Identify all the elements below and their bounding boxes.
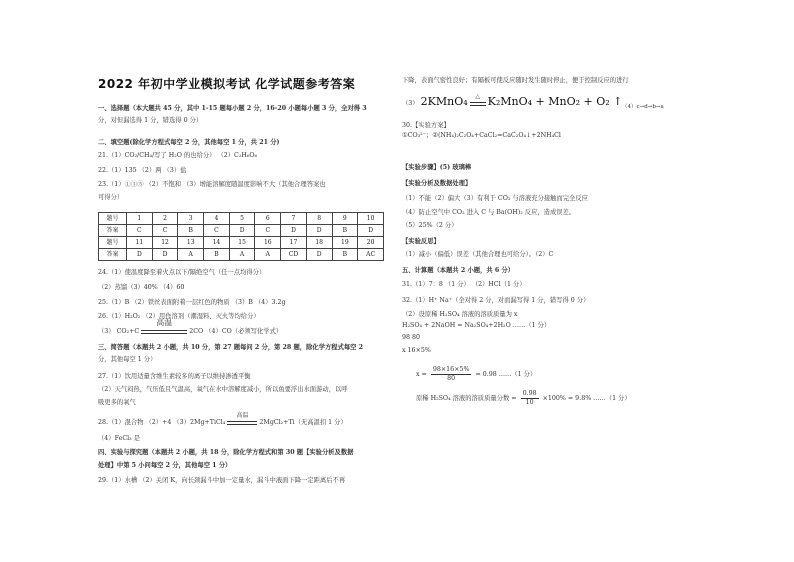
answer-30-analysis-4: （4）防止空气中 CO₂ 进入 C 与 Ba(OH)₂ 反应，造成误差。 [402, 209, 576, 216]
page-title: 2022 年初中学业模拟考试 化学试题参考答案 [98, 77, 356, 91]
section-1-heading: 一、选择题（本大题共 45 分，其中 1-15 题每小题 2 分，16-20 小题每小题 3 分，全对得 3 [98, 105, 367, 112]
answer-25: 25.（1）B （2）铁丝表面附着一层红色的物质 （3）B （4）3.2g [98, 299, 286, 306]
double-equals-sign [141, 330, 187, 334]
table-cell: B [332, 249, 358, 261]
double-equals-sign [470, 102, 486, 106]
fraction-numerator: 0.98 [522, 390, 537, 397]
table-cell: A [229, 249, 255, 261]
table-cell: 12 [152, 237, 178, 249]
answer-21: 21.（1）CO₂/CH₄/写了 H₂O 的也给分） （2）C₂H₆O₆ [98, 152, 258, 159]
solve-lhs: x = [416, 371, 427, 378]
table-cell: D [127, 249, 153, 261]
table-cell: 16 [255, 237, 281, 249]
answer-24: 24.（1）使温度降至着火点以下/隔绝空气（任一点均得分） [98, 269, 266, 276]
table-cell: 题号 [99, 213, 127, 225]
section-3-heading: 三、简答题（本题共 2 小题，共 10 分，第 27 题每问 2 分，第 28 题，除化学方程式每空 2 [98, 344, 364, 351]
result-rhs: ×100% = 9.8% ……（1 分） [542, 395, 631, 402]
answer-23: 23.（1）①③⑤ （2）不饱和 （3）增能溶解度随温度影响不大（其他合理答案也 [98, 181, 326, 188]
answer-32-solve [416, 366, 536, 383]
answer-29: 29.（1）水槽 （2）关闭 K，向长颈漏斗中加一定量水，漏斗中液面下降一定距离后不再 [98, 477, 346, 484]
table-cell: D [229, 225, 255, 237]
fraction-numerator: 98×16×5% [432, 366, 470, 373]
reaction-condition [470, 93, 486, 108]
answer-22: 22.（1）135 （2）两 （3）盐 [98, 167, 187, 174]
answer-30-analysis-heading: 【实验分析及数据处理】 [402, 180, 472, 187]
table-cell: D [306, 225, 332, 237]
table-cell: 答案 [99, 225, 127, 237]
fraction [431, 366, 472, 383]
fraction-denominator: 10 [525, 399, 534, 406]
answer-30-heading: 30.【实验方案】 [402, 122, 450, 129]
table-cell: 3 [178, 213, 204, 225]
answer-32-result [416, 390, 631, 407]
double-equals-sign [227, 421, 257, 425]
section-1-note: 分，对但漏选得 1 分，错选得 0 分） [98, 117, 203, 124]
section-4-note: 处理】中第 5 小问每空 2 分，其他每空 1 分） [98, 462, 232, 469]
equation-lhs: （3） CO₂+C [98, 328, 140, 335]
answer-26-equation [98, 318, 283, 336]
answer-32-quantities: x 16×5% [402, 347, 431, 354]
table-cell: CD [281, 249, 307, 261]
reaction-condition [227, 412, 257, 427]
table-cell: D [358, 225, 384, 237]
table-cell: 2 [152, 213, 178, 225]
reaction-condition [141, 318, 187, 336]
table-cell: 题号 [99, 237, 127, 249]
table-cell: 19 [332, 237, 358, 249]
fraction [521, 390, 539, 407]
answer-31: 31.（1）7：8 （1 分） （2）HCl（1 分） [402, 281, 526, 288]
table-cell: 7 [281, 213, 307, 225]
table-cell: 13 [178, 237, 204, 249]
equation-rhs: 2MgCl₂+Ti（无高温扣 1 分） [259, 419, 347, 426]
answer-26: 26.（1）H₂O₂ （2）用作溶剂（潮湿料、灭火等均给分） [98, 313, 260, 320]
table-cell: 9 [332, 213, 358, 225]
table-cell: 15 [229, 237, 255, 249]
answer-29-cont: 下降，表面气密性良好；有隔板可使反应随时发生随时停止，便于控制反应的进行 [402, 77, 629, 84]
table-cell: C [127, 225, 153, 237]
table-cell: B [178, 225, 204, 237]
table-cell: C [255, 225, 281, 237]
answer-29-order: （4）c→d→b→a [622, 104, 664, 110]
table-row [99, 249, 384, 261]
answer-32-setup: （2）设原稀 H₂SO₄ 溶液的溶质质量为 x [402, 311, 518, 318]
answer-27-cont: （2）天气闷热，气压低且气温高，氧气在水中溶解度减小，所以鱼要浮出水面游动，以呼 [98, 386, 348, 393]
table-cell: 5 [229, 213, 255, 225]
equation-rhs: 2CO （4）CO（必须写化学式） [189, 328, 283, 335]
answer-32-masses: 98 80 [402, 334, 421, 341]
equation-rhs: K₂MnO₄ + MnO₂ + O₂ ↑ [487, 95, 623, 108]
section-5-heading: 五、计算题（本题共 2 小题，共 6 分） [402, 267, 514, 274]
solve-rhs: = 0.98 ……（1 分） [475, 371, 537, 378]
answer-32-equation: H₂SO₄ + 2NaOH = Na₂SO₄+2H₂O ……（1 分） [402, 322, 551, 329]
table-cell: D [281, 225, 307, 237]
answer-24-cont: （2）蒸馏（3）40% （4）60 [98, 284, 185, 291]
answer-27: 27.（1）饮用适量含维生素较多的离子以维持渗透平衡 [98, 373, 251, 380]
answer-30-analysis-5: （5）25%（2 分） [402, 222, 458, 229]
equation-lhs: 28.（1）混合物 （2）+4 （3）2Mg+TiCl₄ [98, 419, 226, 426]
table-cell: C [204, 225, 230, 237]
table-cell: A [178, 249, 204, 261]
fraction-denominator: 80 [447, 375, 456, 382]
table-cell: D [306, 249, 332, 261]
condition-label: △ [475, 93, 480, 100]
table-cell: 1 [127, 213, 153, 225]
table-cell: B [204, 249, 230, 261]
answer-30-steps: 【实验步骤】(5) 玻璃棒 [402, 164, 472, 171]
result-lhs: 原稀 H₂SO₄ 溶液的溶质质量分数 = [416, 395, 517, 402]
table-cell: B [332, 225, 358, 237]
answer-27-cont2: 吸更多的氧气 [98, 399, 136, 406]
table-cell: 14 [204, 237, 230, 249]
answer-23-cont: 可得分） [98, 194, 124, 201]
table-cell: 6 [255, 213, 281, 225]
table-cell: D [152, 249, 178, 261]
table-cell: 11 [127, 237, 153, 249]
table-cell: 答案 [99, 249, 127, 261]
table-cell: 17 [281, 237, 307, 249]
answer-30-reflection-heading: 【实验反思】 [402, 238, 440, 245]
choice-answer-table [98, 212, 384, 261]
table-row [99, 237, 384, 249]
answer-29-equation [402, 93, 623, 108]
condition-label: 高温 [236, 412, 249, 419]
answer-30-reflection: （1）减小（偏低）误差（其他合理也可给分）。（2）C [402, 251, 554, 258]
answer-28-cont: （4）FeCl₃ 是 [98, 435, 141, 442]
equation-number: （3） [402, 100, 419, 107]
table-cell: 18 [306, 237, 332, 249]
table-cell: 20 [358, 237, 384, 249]
table-cell: 4 [204, 213, 230, 225]
condition-label: 高温 [156, 318, 173, 327]
section-3-note: 分，其他每空 1 分） [98, 356, 157, 363]
table-row [99, 213, 384, 225]
table-cell: 8 [306, 213, 332, 225]
table-cell: AC [358, 249, 384, 261]
table-cell: 10 [358, 213, 384, 225]
equation-lhs: 2KMnO₄ [420, 95, 468, 108]
answer-28 [98, 412, 347, 427]
section-2-heading: 二、填空题(除化学方程式每空 2 分，其他每空 1 分，共 21 分) [98, 139, 280, 146]
table-cell: C [152, 225, 178, 237]
table-row [99, 225, 384, 237]
answer-30-scheme: ①CO₃²⁻；②(NH₄)₂C₂O₄+CaCl₂=CaC₂O₄↓+2NH₄Cl [402, 132, 561, 139]
answer-32: 32.（1）H⁺ Na⁺（全对得 2 分，对而漏写得 1 分，错写得 0 分） [402, 297, 590, 304]
table-cell: A [255, 249, 281, 261]
answer-30-analysis-1: （1）不能（2）偏大（3）有利于 CO₂ 与溶液充分接触而完全反应 [402, 195, 588, 202]
section-4-heading: 四、实验与探究题（本题共 2 小题，共 18 分，除化学方程式和第 30 题【实验分析及数据 [98, 449, 354, 456]
